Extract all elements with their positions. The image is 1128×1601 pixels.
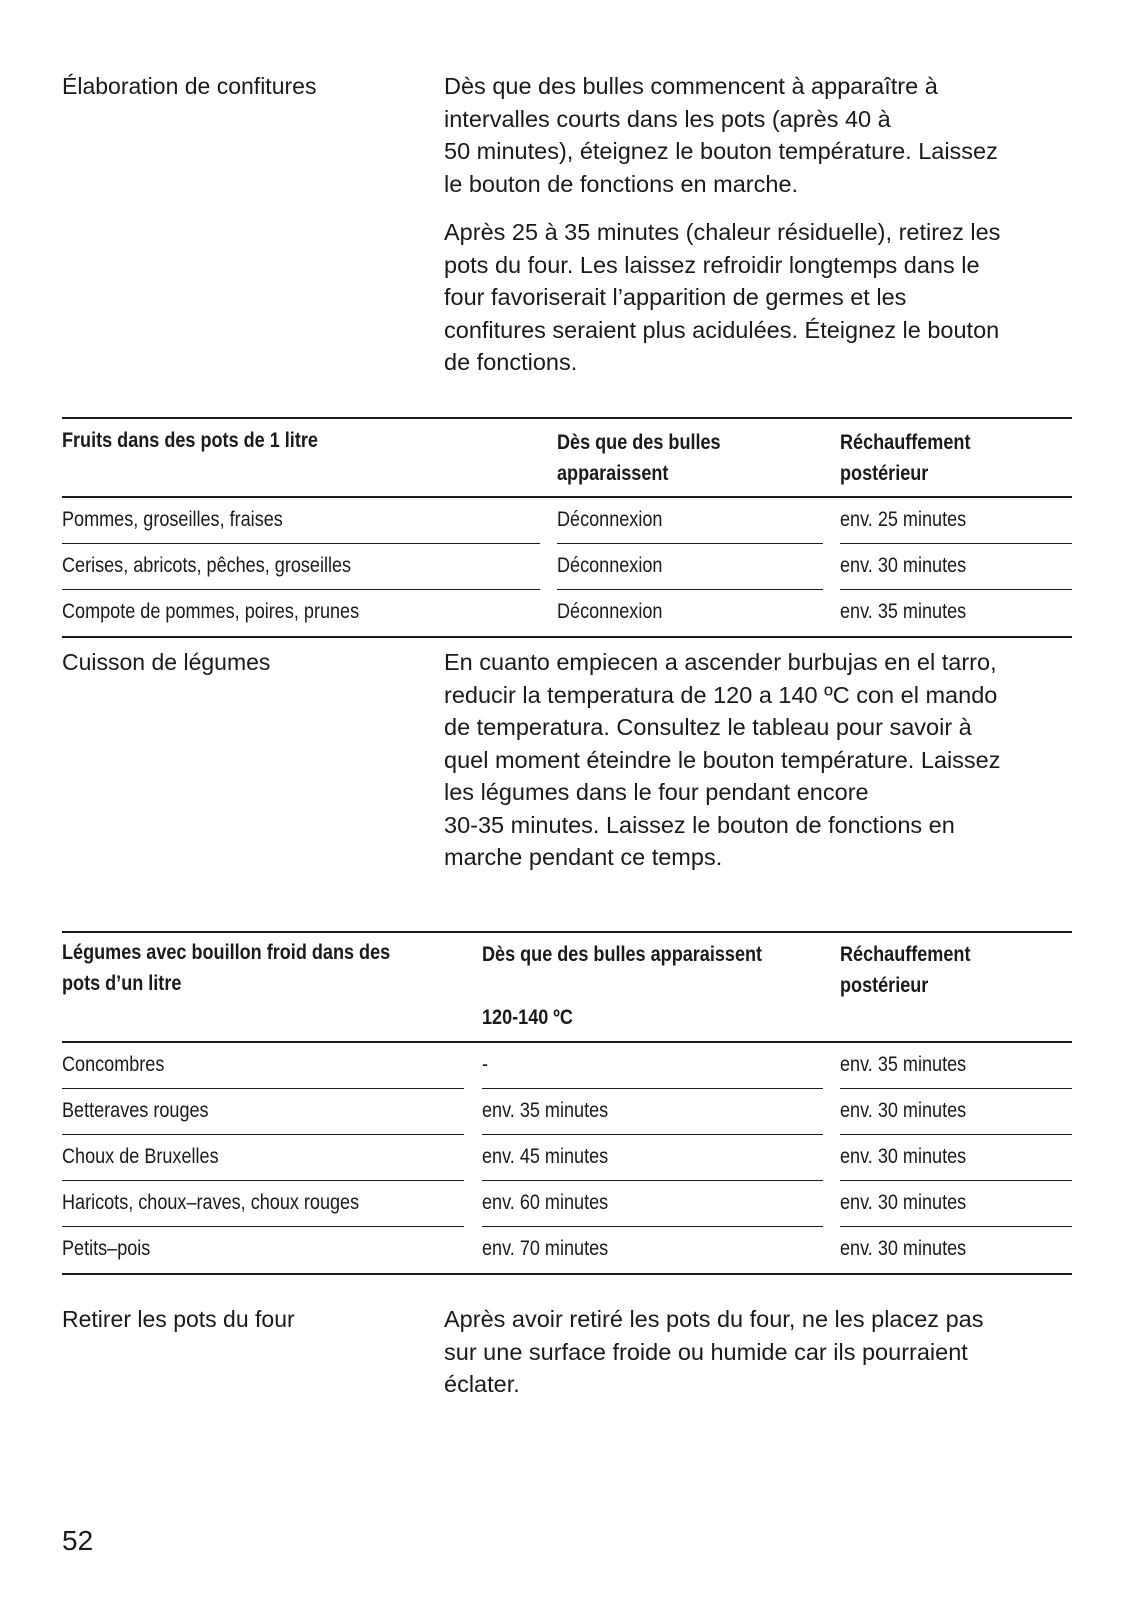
text-line: le bouton de fonctions en marche.: [444, 170, 799, 197]
table-cell: Déconnexion: [557, 544, 823, 590]
table-cell: env. 35 minutes: [482, 1089, 823, 1135]
header-cell: [840, 939, 992, 1001]
text-line: les légumes dans le four pendant encore: [444, 779, 869, 805]
header-cell: [840, 427, 992, 489]
table-cell: env. 25 minutes: [840, 498, 1072, 544]
table-row: [62, 1043, 1072, 1089]
table-cell: Compote de pommes, poires, prunes: [62, 600, 360, 623]
text-line: pots du four. Les laissez refroidir longtemps dans le: [444, 251, 980, 278]
table-row: [62, 1089, 1072, 1135]
table-cell: env. 30 minutes: [840, 544, 1072, 590]
table-cell: Concombres: [62, 1043, 464, 1089]
section-body-vegetables: [444, 646, 1072, 890]
table-row: [62, 590, 1072, 636]
vegetable-table: [62, 931, 1072, 1275]
text-line: four favoriserait l’apparition de germes et les: [444, 284, 907, 310]
text-line: quel moment éteindre le bouton température. Laissez: [444, 746, 1001, 773]
text-line: de temperatura. Consultez le tableau pour savoir à: [444, 714, 972, 740]
table-header: [62, 933, 1072, 1043]
table-cell: env. 60 minutes: [482, 1181, 823, 1227]
text-line: reducir la temperatura de 120 a 140 ºC con el mando: [444, 681, 998, 708]
section-heading-remove-jars: Retirer les pots du four: [62, 1306, 295, 1332]
table-cell: Déconnexion: [557, 498, 823, 544]
header-cell: [482, 939, 808, 1029]
text-line: sur une surface froide ou humide car ils pourraient: [444, 1338, 968, 1365]
table-row: [62, 498, 1072, 544]
section-heading-vegetables: Cuisson de légumes: [62, 649, 271, 675]
header-text: apparaissent: [557, 462, 669, 485]
table-cell: Déconnexion: [557, 600, 663, 623]
text-line: éclater.: [444, 1371, 520, 1397]
text-line: confitures seraient plus acidulées. Éteignez le bouton: [444, 316, 1000, 343]
header-text: Réchauffement: [840, 943, 971, 966]
page-number: 52: [62, 1525, 94, 1556]
table-cell: env. 35 minutes: [840, 600, 967, 623]
table-cell: Choux de Bruxelles: [62, 1135, 464, 1181]
table-cell: Pommes, groseilles, fraises: [62, 498, 540, 544]
table-header: [62, 419, 1072, 498]
table-cell: Cerises, abricots, pêches, groseilles: [62, 544, 540, 590]
text-line: Après avoir retiré les pots du four, ne les placez pas: [444, 1306, 984, 1332]
paragraph: [444, 216, 1072, 379]
table-row: [62, 544, 1072, 590]
header-cell: [62, 937, 444, 999]
table-row: [62, 1227, 1072, 1273]
table-cell: -: [482, 1043, 823, 1089]
text-line: de fonctions.: [444, 349, 578, 375]
paragraph: [444, 70, 1072, 200]
section-body-remove-jars: [444, 1303, 1072, 1417]
text-line: intervalles courts dans les pots (après 40 à: [444, 105, 891, 132]
section-heading-jam: Élaboration de confitures: [62, 73, 317, 99]
table-cell: Betteraves rouges: [62, 1089, 464, 1135]
header-cell: [62, 425, 360, 456]
text-line: Après 25 à 35 minutes (chaleur résiduelle), retirez les: [444, 219, 1001, 245]
table-row: [62, 1181, 1072, 1227]
header-text: 120-140 ºC: [482, 1006, 573, 1029]
table-cell: Petits–pois: [62, 1237, 151, 1260]
header-cell: [557, 427, 747, 489]
header-text: Légumes avec bouillon froid dans des: [62, 941, 391, 964]
header-text: Réchauffement: [840, 431, 971, 454]
table-cell: env. 35 minutes: [840, 1043, 1072, 1089]
table-cell: env. 45 minutes: [482, 1135, 823, 1181]
header-text: Dès que des bulles: [557, 431, 721, 454]
text-line: Dès que des bulles commencent à apparaître à: [444, 73, 938, 99]
table-cell: env. 30 minutes: [840, 1089, 1072, 1135]
header-text: postérieur: [840, 462, 929, 485]
table-row: [62, 1135, 1072, 1181]
table-cell: Haricots, choux–raves, choux rouges: [62, 1181, 464, 1227]
header-text: Dès que des bulles apparaissent: [482, 943, 763, 966]
section-body-jam: [444, 70, 1072, 395]
table-cell: env. 30 minutes: [840, 1181, 1072, 1227]
header-text: postérieur: [840, 974, 929, 997]
header-text: pots d’un litre: [62, 972, 182, 995]
table-cell: env. 30 minutes: [840, 1237, 967, 1260]
paragraph: [444, 1303, 1072, 1401]
header-text: Fruits dans des pots de 1 litre: [62, 429, 318, 452]
text-line: 30-35 minutes. Laissez le bouton de fonctions en: [444, 811, 955, 838]
table-cell: env. 70 minutes: [482, 1237, 609, 1260]
table-cell: env. 30 minutes: [840, 1135, 1072, 1181]
fruit-table: [62, 417, 1072, 638]
paragraph: [444, 646, 1072, 874]
text-line: En cuanto empiecen a ascender burbujas en el tarro,: [444, 649, 997, 675]
text-line: marche pendant ce temps.: [444, 844, 723, 870]
text-line: 50 minutes), éteignez le bouton température. Laissez: [444, 138, 998, 164]
